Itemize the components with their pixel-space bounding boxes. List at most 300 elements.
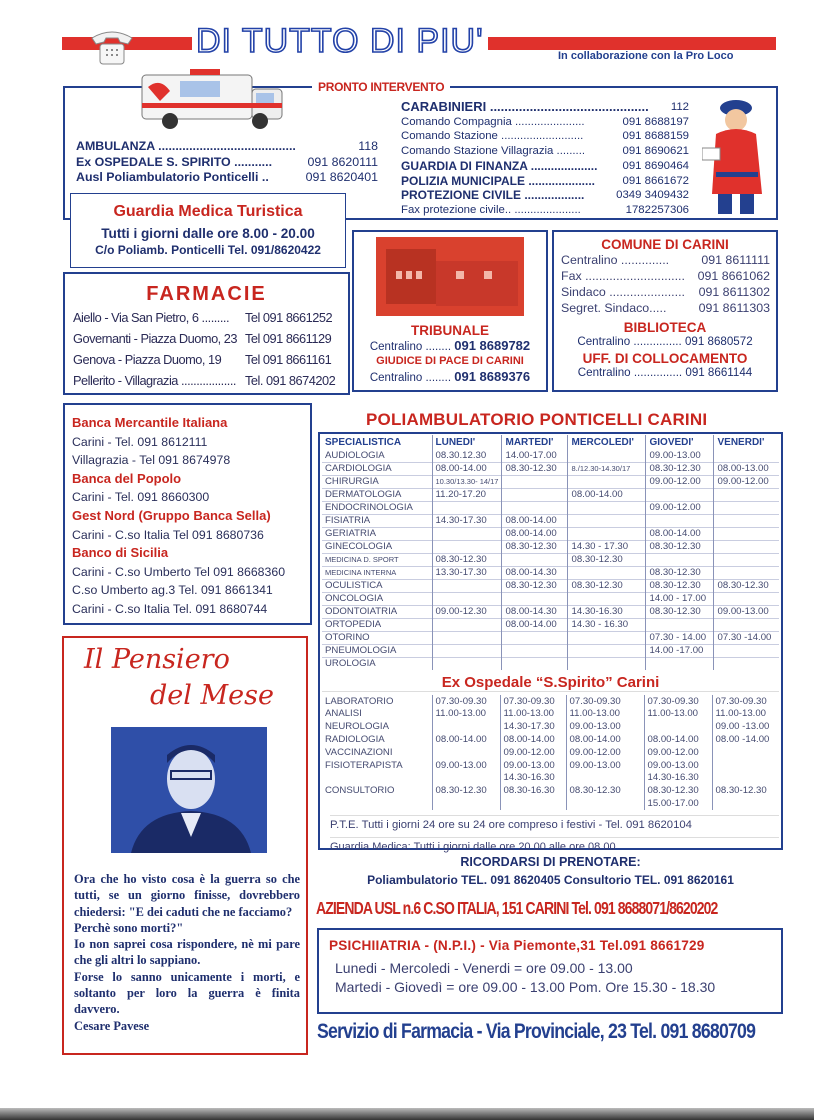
table-row [322, 554, 779, 567]
emergency-name: Comando Compagnia ...................... [401, 115, 585, 128]
emergency-tel: 118 [358, 139, 378, 153]
emergency-row [401, 115, 689, 130]
hours-cell: 09.00-12.00 [714, 476, 779, 489]
table-row [322, 798, 779, 811]
comune-label: Sindaco ...................... [561, 285, 685, 299]
bank-name: Gest Nord (Gruppo Banca Sella) [72, 507, 271, 523]
column-header: VENERDI' [714, 435, 779, 450]
hours-cell [568, 476, 646, 489]
hours-cell: 11.20-17.20 [432, 489, 502, 502]
hours-cell [502, 658, 568, 671]
hours-cell: 07.30-09.30 [500, 695, 566, 708]
specialty-cell: ANALISI [325, 708, 362, 720]
hours-cell [714, 567, 779, 580]
emergency-tel: 091 8688197 [622, 115, 689, 128]
ospedale-subtitle: Ex Ospedale “S.Spirito” Carini [322, 674, 779, 692]
table-row [322, 746, 779, 759]
hours-cell: 09.00-12.00 [566, 746, 644, 759]
farmacia-tel: Tel 091 8661129 [245, 331, 332, 346]
hours-cell: 09.00-13.00 [432, 759, 500, 772]
hours-cell: 08.30-12.30 [646, 606, 714, 619]
hours-cell: 14.00 -17.00 [646, 645, 714, 658]
hours-cell: 08.30-12.30 [432, 554, 502, 567]
emergency-row [76, 170, 378, 186]
hours-cell [500, 798, 566, 811]
giudice-pace-title: GIUDICE DI PACE DI CARINI [376, 355, 524, 367]
psichiatria-hours-2: Martedi - Giovedì = ore 09.00 - 13.00 Pom. Ore 15.30 - 18.30 [335, 979, 716, 995]
hours-cell [432, 645, 502, 658]
pensiero-title-2: del Mese [150, 680, 274, 711]
comune-row [561, 284, 770, 300]
table-row [322, 606, 779, 619]
guardia-medica-info: Guardia Medica: Tutti i giorni dalle ore 20.00 alle ore 08.00 [330, 837, 779, 853]
hours-cell: 14.30-16.30 [644, 772, 712, 785]
table-row [322, 593, 779, 606]
hours-cell [646, 554, 714, 567]
hours-cell: 09.00-13.00 [566, 759, 644, 772]
table-row [322, 580, 779, 593]
table-row [322, 785, 779, 798]
hours-cell [712, 798, 779, 811]
ambulance-image [140, 67, 286, 131]
emergency-row [76, 155, 378, 171]
tribunale-photo [376, 237, 524, 316]
hours-cell [714, 515, 779, 528]
hours-cell [432, 528, 502, 541]
emergency-tel: 091 8690621 [622, 145, 689, 158]
emergency-tel: 0349 3409432 [616, 189, 689, 202]
hours-cell: 09.00-13.00 [644, 759, 712, 772]
pensiero-title-1: Il Pensiero [84, 644, 230, 675]
specialty-cell: DERMATOLOGIA [322, 489, 432, 502]
bank-branch: Villagrazia - Tel 091 8674978 [72, 453, 231, 468]
emergency-row [401, 174, 689, 189]
psichiatria-box [317, 928, 783, 1014]
hours-cell: 08.30-12.30 [646, 541, 714, 554]
hours-cell: 08.00-14.00 [646, 528, 714, 541]
collocamento-phone: Centralino ............... 091 8661144 [577, 366, 753, 379]
table-row [322, 695, 779, 708]
emergency-row [401, 144, 689, 159]
hours-cell: 11.00-13.00 [500, 708, 566, 721]
hours-cell [502, 502, 568, 515]
hours-cell [432, 721, 500, 734]
giudice-tel: 091 8689376 [454, 369, 531, 384]
bank-branch: Carini - C.so Umberto Tel 091 8668360 [72, 564, 286, 579]
hours-cell [502, 645, 568, 658]
hours-cell [432, 593, 502, 606]
schedule-table [322, 435, 779, 670]
hours-cell: 14.30-17.30 [500, 721, 566, 734]
farmacia-name: Genova - Piazza Duomo, 19 [73, 352, 222, 367]
hours-cell [432, 619, 502, 632]
hours-cell [714, 593, 779, 606]
farmacia-row [73, 370, 340, 391]
author-photo [111, 727, 267, 853]
hours-cell: 11.00-13.00 [712, 708, 779, 721]
hours-cell [568, 502, 646, 515]
hours-cell: 08.30-12.30 [646, 580, 714, 593]
hours-cell [432, 502, 502, 515]
column-header: GIOVEDI' [646, 435, 714, 450]
prenotare-title: RICORDARSI DI PRENOTARE: [460, 855, 641, 869]
specialty-cell [322, 772, 432, 785]
bank-branch: Carini - C.so Italia Tel. 091 8680744 [72, 601, 268, 616]
hours-cell: 13.30-17.30 [432, 567, 502, 580]
hours-cell [646, 658, 714, 671]
table-row [322, 759, 779, 772]
farmacie-list [65, 304, 348, 391]
specialty-cell: ODONTOIATRIA [322, 606, 432, 619]
guardia-medica-address: C/o Poliamb. Ponticelli Tel. 091/8620422 [95, 243, 321, 257]
telephone-icon [88, 28, 136, 66]
ospedale-schedule-table [322, 695, 779, 810]
hours-cell: 09.00-13.00 [566, 721, 644, 734]
hours-cell [646, 489, 714, 502]
comune-list [554, 252, 776, 316]
scan-edge [0, 1108, 814, 1120]
specialty-cell: ENDOCRINOLOGIA [322, 502, 432, 515]
hours-cell [432, 541, 502, 554]
hours-cell [432, 772, 500, 785]
emergency-row [401, 188, 689, 203]
specialty-cell: UROLOGIA [322, 658, 432, 671]
specialty-cell: GINECOLOGIA [322, 541, 432, 554]
specialty-cell: FISIOTERAPISTA [325, 759, 403, 771]
specialty-cell: FISIATRIA [322, 515, 432, 528]
specialty-cell: ORTOPEDIA [322, 619, 432, 632]
hours-cell: 08.30-12.30 [568, 580, 646, 593]
hours-cell: 07.30-09.30 [712, 695, 779, 708]
emergency-name: Comando Stazione .......................... [401, 130, 584, 143]
farmacia-row [73, 307, 340, 328]
hours-cell: 09.00-13.00 [646, 450, 714, 463]
emergency-tel: 1782257306 [625, 203, 689, 216]
pte-info: P.T.E. Tutti i giorni 24 ore su 24 ore compreso i festivi - Tel. 091 8620104 [330, 815, 779, 831]
specialty-cell: PNEUMOLOGIA [322, 645, 432, 658]
giudice-phone-row [354, 369, 546, 384]
hours-cell: 07.30-09.30 [566, 695, 644, 708]
hours-cell: 08.00-14.30 [502, 567, 568, 580]
specialty-cell: VACCINAZIONI [325, 746, 393, 758]
hours-cell: 07.30-09.30 [432, 695, 500, 708]
hours-cell: 08.30-12.30 [502, 463, 568, 476]
hours-cell: 09.00 -13.00 [712, 721, 779, 734]
psichiatria-title: PSICHIIATRIA - (N.P.I.) - Via Piemonte,31 Tel.091 8661729 [329, 938, 705, 953]
comune-tel: 091 8661062 [697, 269, 770, 283]
farmacia-tel: Tel 091 8661161 [245, 352, 332, 367]
hours-cell: 14.30-17.30 [432, 515, 502, 528]
hours-cell [568, 645, 646, 658]
quote-line: Ora che ho visto cosa è la guerra so che tutti, se un giorno finisse, dovrebbero chiedersi: "E dei caduti che ne facciamo? [74, 872, 300, 919]
table-row [322, 721, 779, 734]
pensiero-quote [74, 871, 300, 1034]
hours-cell: 09.00-13.00 [500, 759, 566, 772]
farmacie-title: FARMACIE [146, 283, 267, 305]
specialty-cell: CONSULTORIO [325, 785, 395, 797]
hours-cell: 08.30.12.30 [432, 450, 502, 463]
column-header: SPECIALISTICA [325, 437, 402, 448]
farmacia-name: Pellerito - Villagrazia .................. [73, 373, 236, 388]
azienda-usl: AZIENDA USL n.6 C.SO ITALIA, 151 CARINI Tel. 091 8688071/8620202 [316, 898, 718, 918]
hours-cell [712, 746, 779, 759]
tribunale-tel: 091 8689782 [454, 338, 531, 353]
hours-cell: 08.30-12.30 [714, 580, 779, 593]
column-header: LUNEDI' [432, 435, 502, 450]
emergency-tel: 091 8620401 [305, 170, 378, 184]
specialty-cell: AUDIOLOGIA [325, 450, 385, 462]
hours-cell: 14.00-17.00 [502, 450, 568, 463]
comune-label: Fax ............................. [561, 269, 685, 283]
hours-cell: 08.00-14.00 [502, 619, 568, 632]
poliambulatorio-box [318, 432, 783, 854]
hours-cell: 08.30-12.30 [502, 580, 568, 593]
hours-cell: 14.00 - 17.00 [646, 593, 714, 606]
hours-cell: 09.00-12.00 [646, 476, 714, 489]
hours-cell: 15.00-17.00 [644, 798, 712, 811]
table-row [322, 619, 779, 632]
hours-cell: 08.00-14.00 [502, 528, 568, 541]
bank-name: Banca Mercantile Italiana [72, 415, 228, 430]
hours-cell [502, 632, 568, 645]
guardia-medica-hours: Tutti i giorni dalle ore 8.00 - 20.00 [101, 226, 315, 241]
hours-cell: 14.30-16.30 [500, 772, 566, 785]
hours-cell: 09.00-13.00 [714, 606, 779, 619]
hours-cell: 08.30-12.30 [646, 567, 714, 580]
hours-cell [566, 798, 644, 811]
bank-branch: Carini - Tel. 091 8660300 [72, 490, 210, 505]
hours-cell [568, 450, 646, 463]
guardia-medica-title: Guardia Medica Turistica [113, 203, 303, 220]
hours-cell [568, 593, 646, 606]
hours-cell: 07.30 - 14.00 [646, 632, 714, 645]
column-header: MARTEDI' [502, 435, 568, 450]
hours-cell: 14.30-16.30 [568, 606, 646, 619]
hours-cell [568, 658, 646, 671]
emergency-name: GUARDIA DI FINANZA .................... [401, 158, 598, 173]
emergency-row [401, 100, 689, 115]
hours-cell: 07.30-09.30 [644, 695, 712, 708]
emergency-row [401, 129, 689, 144]
comune-title: COMUNE DI CARINI [601, 237, 729, 252]
hours-cell [714, 658, 779, 671]
hours-cell: 08.00-13.00 [714, 463, 779, 476]
biblioteca-title: BIBLIOTECA [623, 320, 707, 335]
bank-name: Banca del Popolo [72, 470, 182, 486]
tribunale-box [352, 230, 548, 392]
page-title: DI TUTTO DI PIU' [192, 22, 488, 60]
hours-cell: 08.30-12.30 [644, 785, 712, 798]
emergency-tel: 091 8690464 [622, 159, 689, 172]
hours-cell [432, 746, 500, 759]
farmacia-name: Governanti - Piazza Duomo, 23 [73, 331, 238, 346]
hours-cell [714, 554, 779, 567]
emergency-name: PROTEZIONE CIVILE .................. [401, 188, 585, 203]
comune-box [552, 230, 778, 392]
poliambulatorio-title: POLIAMBULATORIO PONTICELLI CARINI [366, 410, 708, 429]
hours-cell: 09.00-12.00 [500, 746, 566, 759]
comune-tel: 091 8611303 [698, 301, 770, 315]
hours-cell: 08.00-14.00 [566, 734, 644, 747]
hours-cell: 08.00-14.00 [502, 515, 568, 528]
emergency-row [401, 203, 689, 218]
specialty-cell: OCULISTICA [322, 580, 432, 593]
hours-cell: 08.30-16.30 [500, 785, 566, 798]
quote-line: Forse lo sanno unicamente i morti, e soltanto per loro la guerra è finita davvero. [74, 969, 300, 1017]
header-subtitle: In collaborazione con la Pro Loco [558, 50, 734, 62]
specialty-cell: LABORATORIO [325, 695, 394, 707]
table-row [322, 528, 779, 541]
table-row [322, 734, 779, 747]
hours-cell: 08.00-14.00 [568, 489, 646, 502]
pronto-intervento-label: PRONTO INTERVENTO [312, 80, 450, 94]
collocamento-title: UFF. DI COLLOCAMENTO [582, 351, 748, 366]
tribunale-title: TRIBUNALE [411, 323, 489, 338]
hours-cell [432, 658, 502, 671]
hours-cell: 09.00-12.00 [644, 746, 712, 759]
banche-box [63, 403, 312, 625]
table-row [322, 476, 779, 489]
guardia-medica-box [70, 193, 346, 268]
emergency-list-left [76, 139, 378, 186]
comune-row [561, 252, 770, 268]
hours-cell [502, 593, 568, 606]
emergency-tel: 091 8620111 [307, 154, 378, 169]
hours-cell: 08.30-12.30 [712, 785, 779, 798]
table-row [322, 463, 779, 476]
specialty-cell: MEDICINA D. SPORT [322, 554, 432, 567]
hours-cell [712, 759, 779, 772]
comune-tel: 091 8611111 [701, 253, 770, 267]
hours-cell [568, 515, 646, 528]
hours-cell [714, 502, 779, 515]
emergency-tel: 091 8688159 [622, 130, 689, 143]
specialty-cell: RADIOLOGIA [325, 733, 385, 745]
table-row [322, 772, 779, 785]
pensiero-box [62, 636, 308, 1055]
hours-cell: 11.00-13.00 [644, 708, 712, 721]
hours-cell [714, 528, 779, 541]
table-row [322, 541, 779, 554]
emergency-name: Ex OSPEDALE S. SPIRITO ........... [76, 154, 273, 169]
comune-label: Segret. Sindaco..... [561, 301, 667, 315]
specialty-cell: MEDICINA INTERNA [322, 567, 432, 580]
table-row [322, 515, 779, 528]
hours-cell: 08.00-14.00 [500, 734, 566, 747]
specialty-cell: ONCOLOGIA [322, 593, 432, 606]
hours-cell [714, 489, 779, 502]
emergency-name: Comando Stazione Villagrazia ......... [401, 145, 586, 158]
hours-cell [432, 798, 500, 811]
emergency-list-right [401, 100, 689, 218]
table-row [322, 645, 779, 658]
tribunale-label: Centralino ........ [369, 341, 452, 353]
specialty-cell: NEUROLOGIA [325, 721, 389, 733]
bank-name: Banco di Sicilia [72, 545, 169, 561]
hours-cell: 11.00-13.00 [432, 708, 500, 721]
hours-cell [646, 515, 714, 528]
column-header: MERCOLEDI' [568, 435, 646, 450]
hours-cell: 07.30 -14.00 [714, 632, 779, 645]
emergency-name: Fax protezione civile.. ..................... [401, 203, 581, 216]
farmacia-row [73, 349, 340, 370]
farmacia-tel: Tel. 091 8674202 [245, 373, 336, 388]
emergency-tel: 112 [670, 101, 689, 113]
hours-cell: 10.30/13.30- 14/17 [432, 476, 502, 489]
hours-cell: 09.00-12.00 [646, 502, 714, 515]
specialty-cell: CHIRURGIA [322, 476, 432, 489]
bank-branch: Carini - Tel. 091 8612111 [72, 434, 208, 449]
hours-cell: 14.30 - 16.30 [568, 619, 646, 632]
specialty-cell [322, 798, 432, 811]
hours-cell: 08.00-14.00 [644, 734, 712, 747]
comune-row [561, 300, 770, 316]
comune-row [561, 268, 770, 284]
table-row [322, 567, 779, 580]
hours-cell: 8./12.30-14.30/17 [568, 463, 646, 476]
table-row [322, 708, 779, 721]
table-row [322, 658, 779, 671]
farmacia-name: Aiello - Via San Pietro, 6 ......... [73, 310, 230, 325]
hours-cell [568, 567, 646, 580]
emergency-name: Ausl Poliambulatorio Ponticelli .. [76, 170, 269, 184]
giudice-label: Centralino ........ [369, 372, 452, 384]
bank-branch: Carini - C.so Italia Tel 091 8680736 [72, 527, 264, 542]
comune-label: Centralino .............. [561, 253, 670, 267]
hours-cell [644, 721, 712, 734]
emergency-row [401, 159, 689, 174]
servizio-farmacia: Servizio di Farmacia - Via Provinciale, 23 Tel. 091 8680709 [317, 1020, 756, 1043]
hours-cell [712, 772, 779, 785]
hours-cell: 11.00-13.00 [566, 708, 644, 721]
hours-cell: 08.00 -14.00 [712, 734, 779, 747]
table-row [322, 450, 779, 463]
hours-cell: 08.30-12.30 [566, 785, 644, 798]
hours-cell [432, 580, 502, 593]
carabiniere-image [702, 94, 772, 216]
emergency-name: POLIZIA MUNICIPALE .................... [401, 173, 596, 188]
hours-cell: 08.30-12.30 [646, 463, 714, 476]
prenotare-phones: Poliambulatorio TEL. 091 8620405 Consultorio TEL. 091 8620161 [367, 873, 734, 887]
quote-line: Perchè sono morti?" [74, 920, 184, 935]
biblioteca-phone: Centralino ............... 091 8680572 [577, 335, 753, 348]
quote-line: Io non saprei cosa rispondere, nè mi pare che gli altri lo sappiano. [74, 937, 300, 968]
hours-cell [568, 632, 646, 645]
comune-tel: 091 8611302 [698, 285, 770, 299]
farmacia-row [73, 328, 340, 349]
hours-cell: 09.00-12.30 [432, 606, 502, 619]
hours-cell [566, 772, 644, 785]
emergency-name: CARABINIERI ............................................ [401, 99, 649, 114]
hours-cell [432, 632, 502, 645]
table-row [322, 502, 779, 515]
hours-cell: 08.00-14.00 [432, 734, 500, 747]
hours-cell [714, 619, 779, 632]
specialty-cell: OTORINO [322, 632, 432, 645]
hours-cell [646, 619, 714, 632]
hours-cell: 08.30-12.30 [432, 785, 500, 798]
hours-cell: 08.00-14.30 [502, 606, 568, 619]
specialty-cell: CARDIOLOGIA [322, 463, 432, 476]
table-row [322, 489, 779, 502]
table-row [322, 632, 779, 645]
quote-author: Cesare Pavese [74, 1018, 150, 1033]
schedule-header [322, 435, 779, 450]
emergency-row [76, 139, 378, 155]
hours-cell [714, 450, 779, 463]
hours-cell [502, 489, 568, 502]
specialty-cell: GERIATRIA [322, 528, 432, 541]
